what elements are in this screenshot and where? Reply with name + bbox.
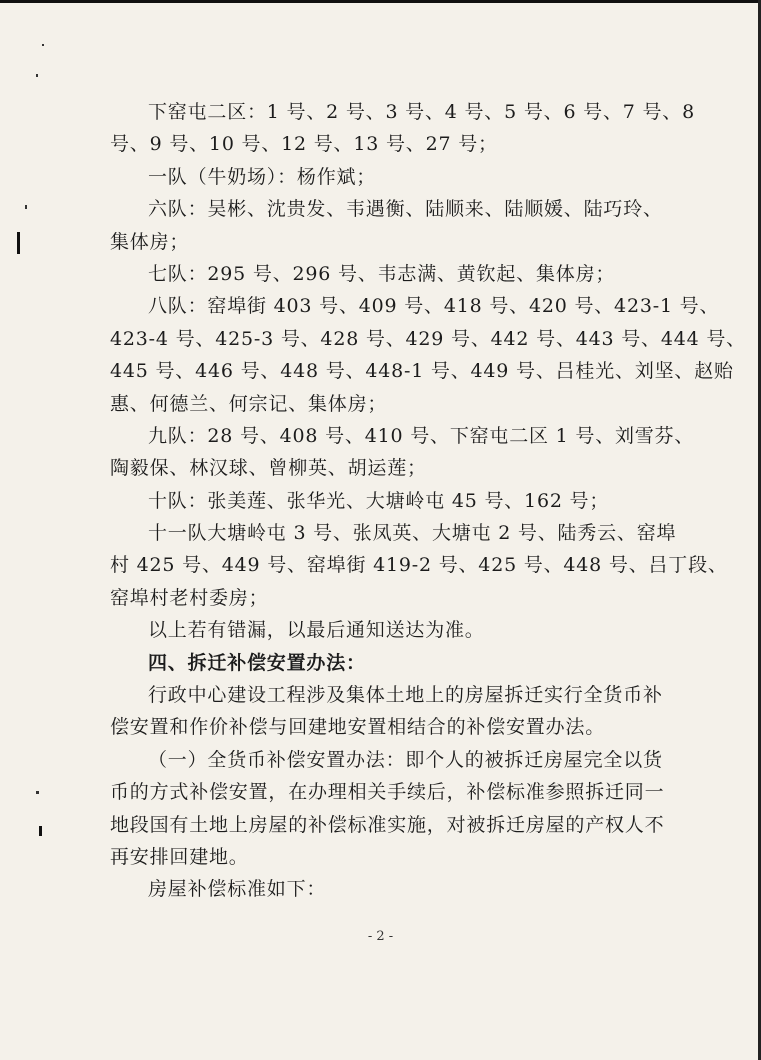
text-line: 九队：28 号、408 号、410 号、下窑屯二区 1 号、刘雪芬、 [148, 424, 695, 447]
section-heading: 四、拆迁补偿安置办法： [148, 651, 366, 674]
scan-speck [36, 74, 38, 77]
scan-speck [39, 826, 42, 836]
text-line: 445 号、446 号、448 号、448-1 号、449 号、吕桂光、刘坚、赵贻 [110, 360, 734, 383]
text-line: 七队：295 号、296 号、韦志满、黄钦起、集体房； [148, 262, 616, 285]
text-line: 陶毅保、林汉球、曾柳英、胡运莲； [110, 457, 427, 480]
scan-speck [25, 205, 27, 209]
text-line: 十一队大塘岭屯 3 号、张凤英、大塘屯 2 号、陆秀云、窑埠 [148, 522, 677, 545]
text-line: 一队（牛奶场）：杨作斌； [148, 165, 377, 188]
document-body [110, 96, 746, 906]
scan-speck [17, 232, 20, 254]
text-line: 423-4 号、425-3 号、428 号、429 号、442 号、443 号、444 号、 [110, 327, 746, 350]
scan-edge-top [0, 0, 761, 3]
text-line: 十队：张美莲、张华光、大塘岭屯 45 号、162 号； [148, 489, 610, 512]
text-line: 以上若有错漏，以最后通知送达为准。 [148, 619, 485, 642]
text-line: 地段国有土地上房屋的补偿标准实施，对被拆迁房屋的产权人不 [110, 813, 665, 836]
page-number: - 2 - [367, 929, 394, 944]
text-line: （一）全货币补偿安置办法：即个人的被拆迁房屋完全以货 [148, 748, 663, 771]
text-line: 集体房； [110, 230, 190, 253]
text-line: 窑埠村老村委房； [110, 586, 269, 609]
scan-speck [42, 44, 44, 46]
text-line: 村 425 号、449 号、窑埠街 419-2 号、425 号、448 号、吕丁段、 [110, 554, 728, 577]
text-line: 惠、何德兰、何宗记、集体房； [110, 392, 388, 415]
text-line: 再安排回建地。 [110, 845, 249, 868]
text-line: 八队：窑埠街 403 号、409 号、418 号、420 号、423-1 号、 [148, 295, 720, 318]
text-line: 下窑屯二区：1 号、2 号、3 号、4 号、5 号、6 号、7 号、8 [148, 101, 695, 123]
text-line: 房屋补偿标准如下： [148, 878, 327, 901]
text-line: 币的方式补偿安置，在办理相关手续后，补偿标准参照拆迁同一 [110, 781, 665, 804]
text-line: 行政中心建设工程涉及集体土地上的房屋拆迁实行全货币补 [148, 684, 663, 707]
text-line: 号、9 号、10 号、12 号、13 号、27 号； [110, 133, 498, 156]
text-line: 六队：吴彬、沈贵发、韦遇衡、陆顺来、陆顺媛、陆巧玲、 [148, 198, 663, 221]
text-line: 偿安置和作价补偿与回建地安置相结合的补偿安置办法。 [110, 716, 606, 739]
scan-speck [36, 791, 39, 794]
